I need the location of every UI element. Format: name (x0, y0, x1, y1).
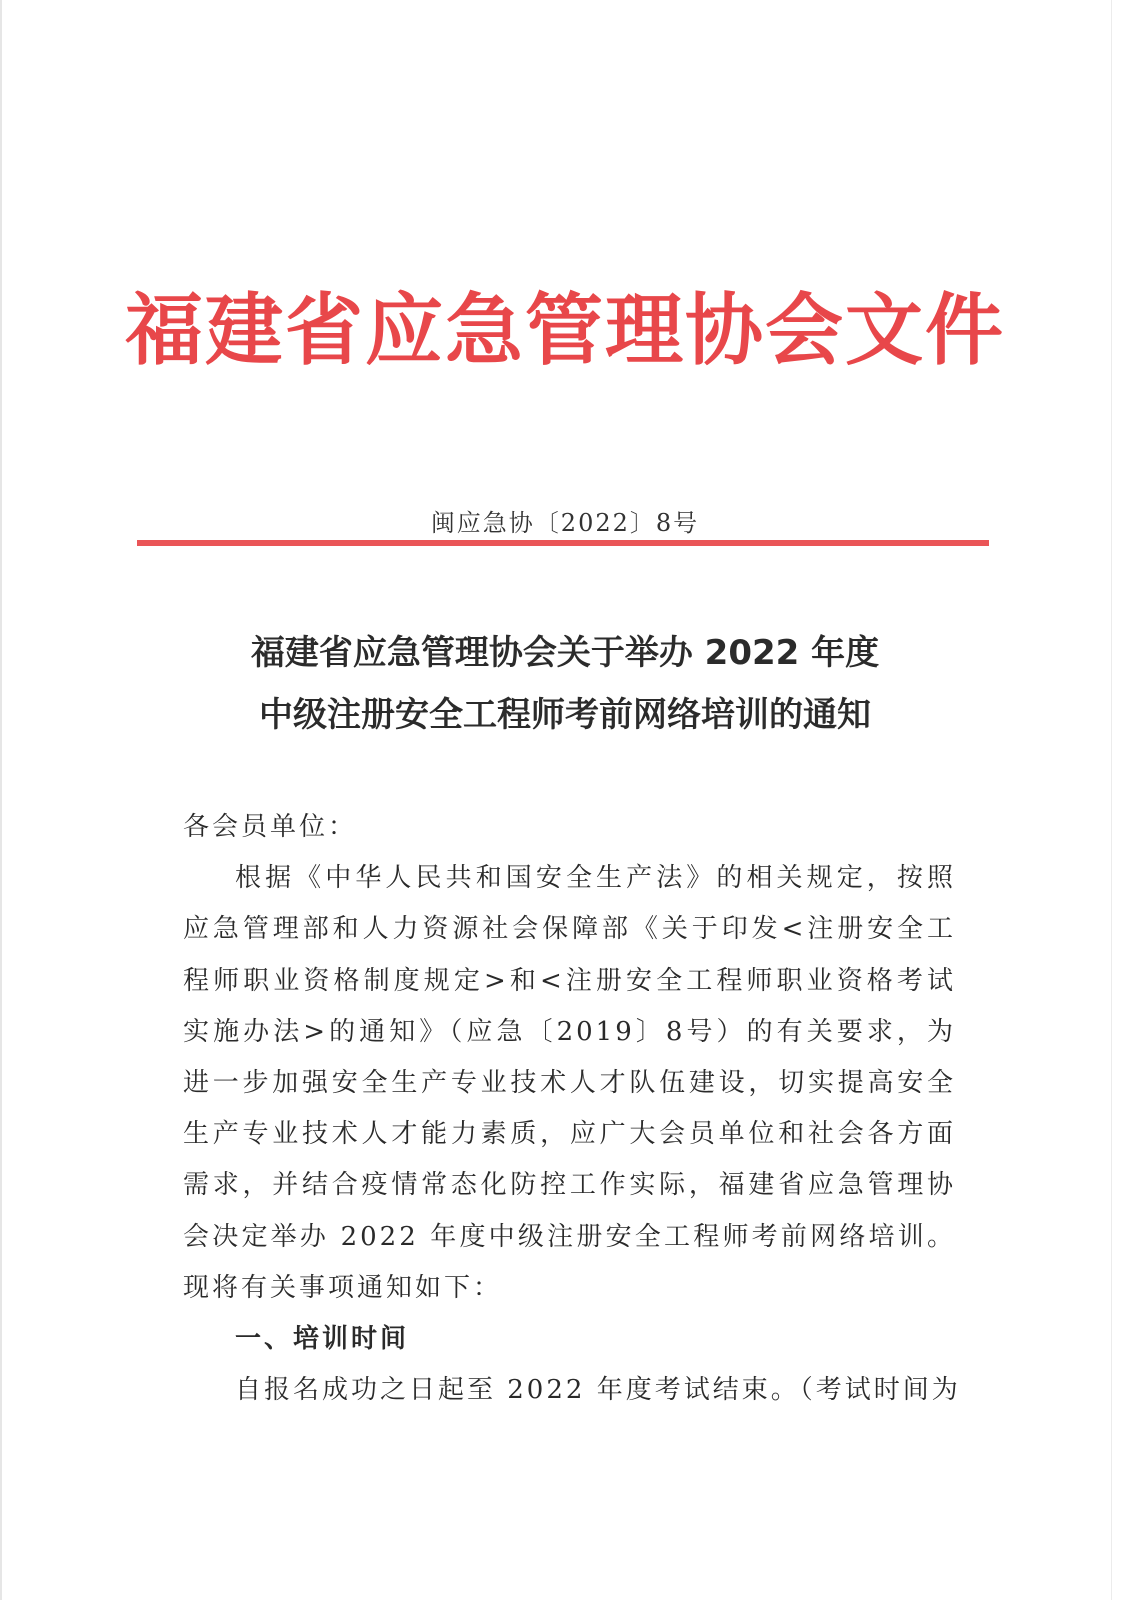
document-number: 闽应急协〔2022〕8号 (430, 509, 700, 537)
notice-title-line-1: 福建省应急管理协会关于举办 2022 年度 (250, 633, 880, 673)
org-header-title: 福建省应急管理协会文件 (124, 286, 1005, 376)
notice-title-line-2: 中级注册安全工程师考前网络培训的通知 (259, 695, 871, 735)
red-divider-line (137, 540, 989, 546)
notice-title (0, 622, 1130, 746)
page-left-edge (0, 0, 2, 1600)
section-text-training-time: 自报名成功之日起至 2022 年度考试结束。（考试时间为 (235, 1375, 961, 1406)
notice-body (183, 802, 961, 1416)
section-heading-training-time: 一、培训时间 (235, 1324, 410, 1355)
body-paragraph: 根据《中华人民共和国安全生产法》的相关规定，按照应急管理部和人力资源社会保障部《关于印发<注册安全工程师职业资格制度规定>和<注册安全工程师职业资格考试实施办法>的通知》（应急〔2019〕8号）的有关要求，为进一步加强安全生产专业技术人才队伍建设，切实提高安全生产专业技术人才能力素质，应广大会员单位和社会各方面需求，并结合疫情常态化防控工作实际，福建省应急管理协会决定举办 2022 年度中级注册安全工程师考前网络培训。现将有关事项通知如下： (183, 863, 956, 1303)
salutation: 各会员单位： (183, 812, 358, 842)
page-right-edge (1111, 0, 1112, 1600)
